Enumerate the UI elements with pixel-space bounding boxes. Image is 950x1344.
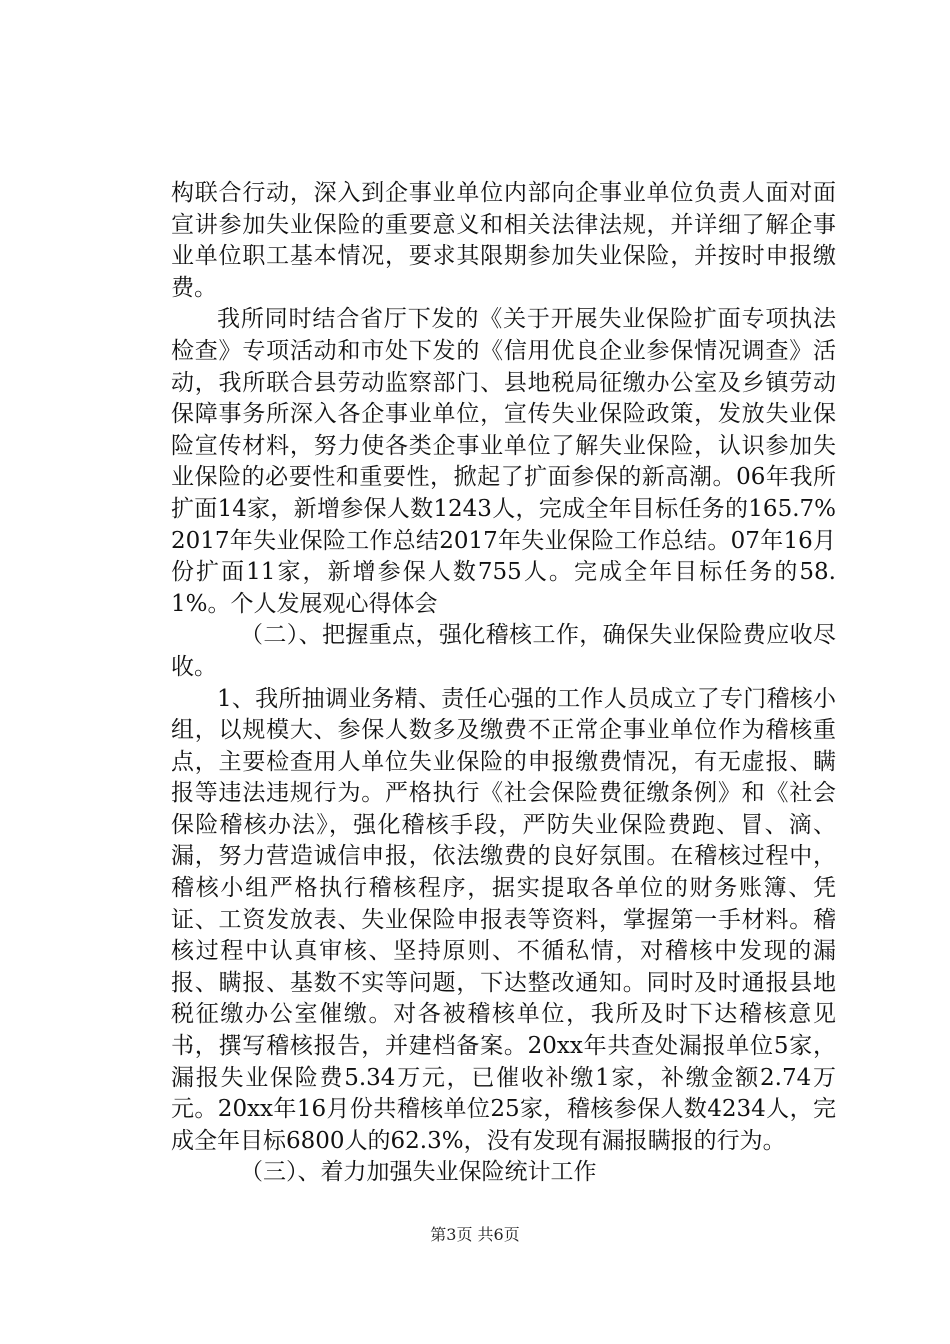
- paragraph-audit-work: 1、我所抽调业务精、责任心强的工作人员成立了专门稽核小组，以规模大、参保人数多及缴费不正常企事业单位作为稽核重点，主要检查用人单位失业保险的申报缴费情况，有无虚报、瞒报等违法违规行为。严格执行《社会保险费征缴条例》和《社会保险稽核办法》，强化稽核手段，严防失业保险费跑、冒、滴、漏，努力营造诚信申报，依法缴费的良好氛围。在稽核过程中，稽核小组严格执行稽核程序，据实提取各单位的财务账簿、凭证、工资发放表、失业保险申报表等资料，掌握第一手材料。稽核过程中认真审核、坚持原则、不循私情，对稽核中发现的漏报、瞒报、基数不实等问题，下达整改通知。同时及时通报县地税征缴办公室催缴。对各被稽核单位，我所及时下达稽核意见书，撰写稽核报告，并建档备案。20xx年共查处漏报单位5家，漏报失业保险费5.34万元，已催收补缴1家，补缴金额2.74万元。20xx年16月份共稽核单位25家，稽核参保人数4234人，完成全年目标6800人的62.3%，没有发现有漏报瞒报的行为。: [171, 685, 836, 1154]
- section-heading-two: （二）、把握重点，强化稽核工作，确保失业保险费应收尽收。: [171, 622, 836, 680]
- paragraph-expansion-campaign: 我所同时结合省厅下发的《关于开展失业保险扩面专项执法检查》专项活动和市处下发的《信用优良企业参保情况调查》活动，我所联合县劳动监察部门、县地税局征缴办公室及乡镇劳动保障事务所深入各企事业单位，宣传失业保险政策，发放失业保险宣传材料，努力使各类企事业单位了解失业保险，认识参加失业保险的必要性和重要性，掀起了扩面参保的新高潮。06年我所扩面14家，新增参保人数1243人，完成全年目标任务的165.7%2017年失业保险工作总结2017年失业保险工作总结。07年16月份扩面11家，新增参保人数755人。完成全年目标任务的58.1%。个人发展观心得体会: [171, 306, 836, 617]
- page-number-footer: 第3页 共6页: [430, 1225, 520, 1244]
- paragraph-continuation: 构联合行动，深入到企事业单位内部向企事业单位负责人面对面宣讲参加失业保险的重要意义和相关法律法规，并详细了解企事业单位职工基本情况，要求其限期参加失业保险，并按时申报缴费。: [171, 180, 836, 301]
- document-body: [171, 178, 836, 1189]
- section-heading-three: （三）、着力加强失业保险统计工作: [240, 1159, 597, 1186]
